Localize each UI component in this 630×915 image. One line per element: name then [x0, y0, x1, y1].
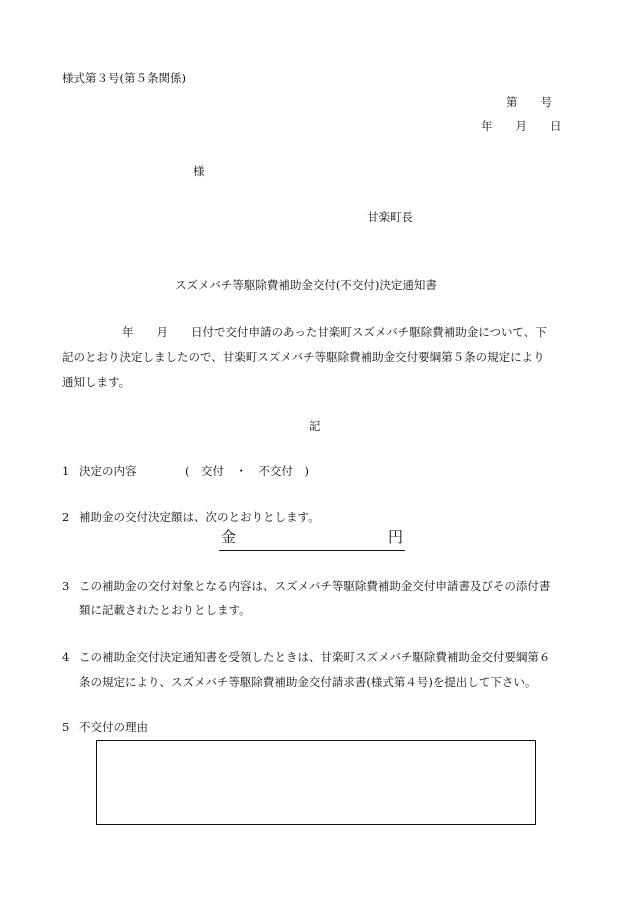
item-1-decision-options: ( 交付 ・ 不交付 ) [185, 464, 309, 478]
item-3-line-1: この補助金の交付対象となる内容は、スズメバチ等駆除費補助金交付申請書及びその添付書 [79, 579, 551, 593]
item-2-label: 補助金の交付決定額は、次のとおりとします。 [79, 510, 320, 524]
intro-line-3: 通知します。 [62, 375, 131, 389]
item-3-number: 3 [62, 579, 70, 593]
issue-date: 年 月 日 [481, 119, 562, 133]
form-number: 様式第３号(第５条関係) [62, 71, 186, 85]
amount-suffix: 円 [387, 528, 403, 546]
non-grant-reason-box [96, 740, 536, 825]
item-1-number: 1 [62, 464, 70, 478]
intro-line-1: 年 月 日付で交付申請のあった甘楽町スズメバチ駆除費補助金について、下 [122, 325, 547, 339]
ki-heading: 記 [309, 419, 321, 433]
intro-line-2: 記のとおり決定しましたので、甘楽町スズメバチ等駆除費補助金交付要綱第５条の規定により [62, 350, 545, 364]
document-title: スズメバチ等駆除費補助金交付(不交付)決定通知書 [175, 278, 437, 292]
item-2-number: 2 [62, 510, 70, 524]
item-4-number: 4 [62, 650, 70, 664]
issuer-name: 甘楽町長 [367, 210, 413, 224]
addressee-honorific: 様 [193, 164, 205, 178]
item-5-label: 不交付の理由 [79, 720, 148, 734]
item-4-line-1: この補助金交付決定通知書を受領したときは、甘楽町スズメバチ駆除費補助金交付要綱第６ [79, 650, 551, 664]
item-5-number: 5 [62, 720, 70, 734]
item-3-line-2: 類に記載されたとおりとします。 [79, 603, 251, 617]
item-4-line-2: 条の規定により、スズメバチ等駆除費補助金交付請求書(様式第４号)を提出して下さい。 [79, 675, 537, 689]
document-number: 第 号 [506, 95, 552, 109]
amount-prefix: 金 [221, 528, 237, 546]
item-1-label: 決定の内容 [79, 464, 137, 478]
amount-field [219, 530, 405, 551]
